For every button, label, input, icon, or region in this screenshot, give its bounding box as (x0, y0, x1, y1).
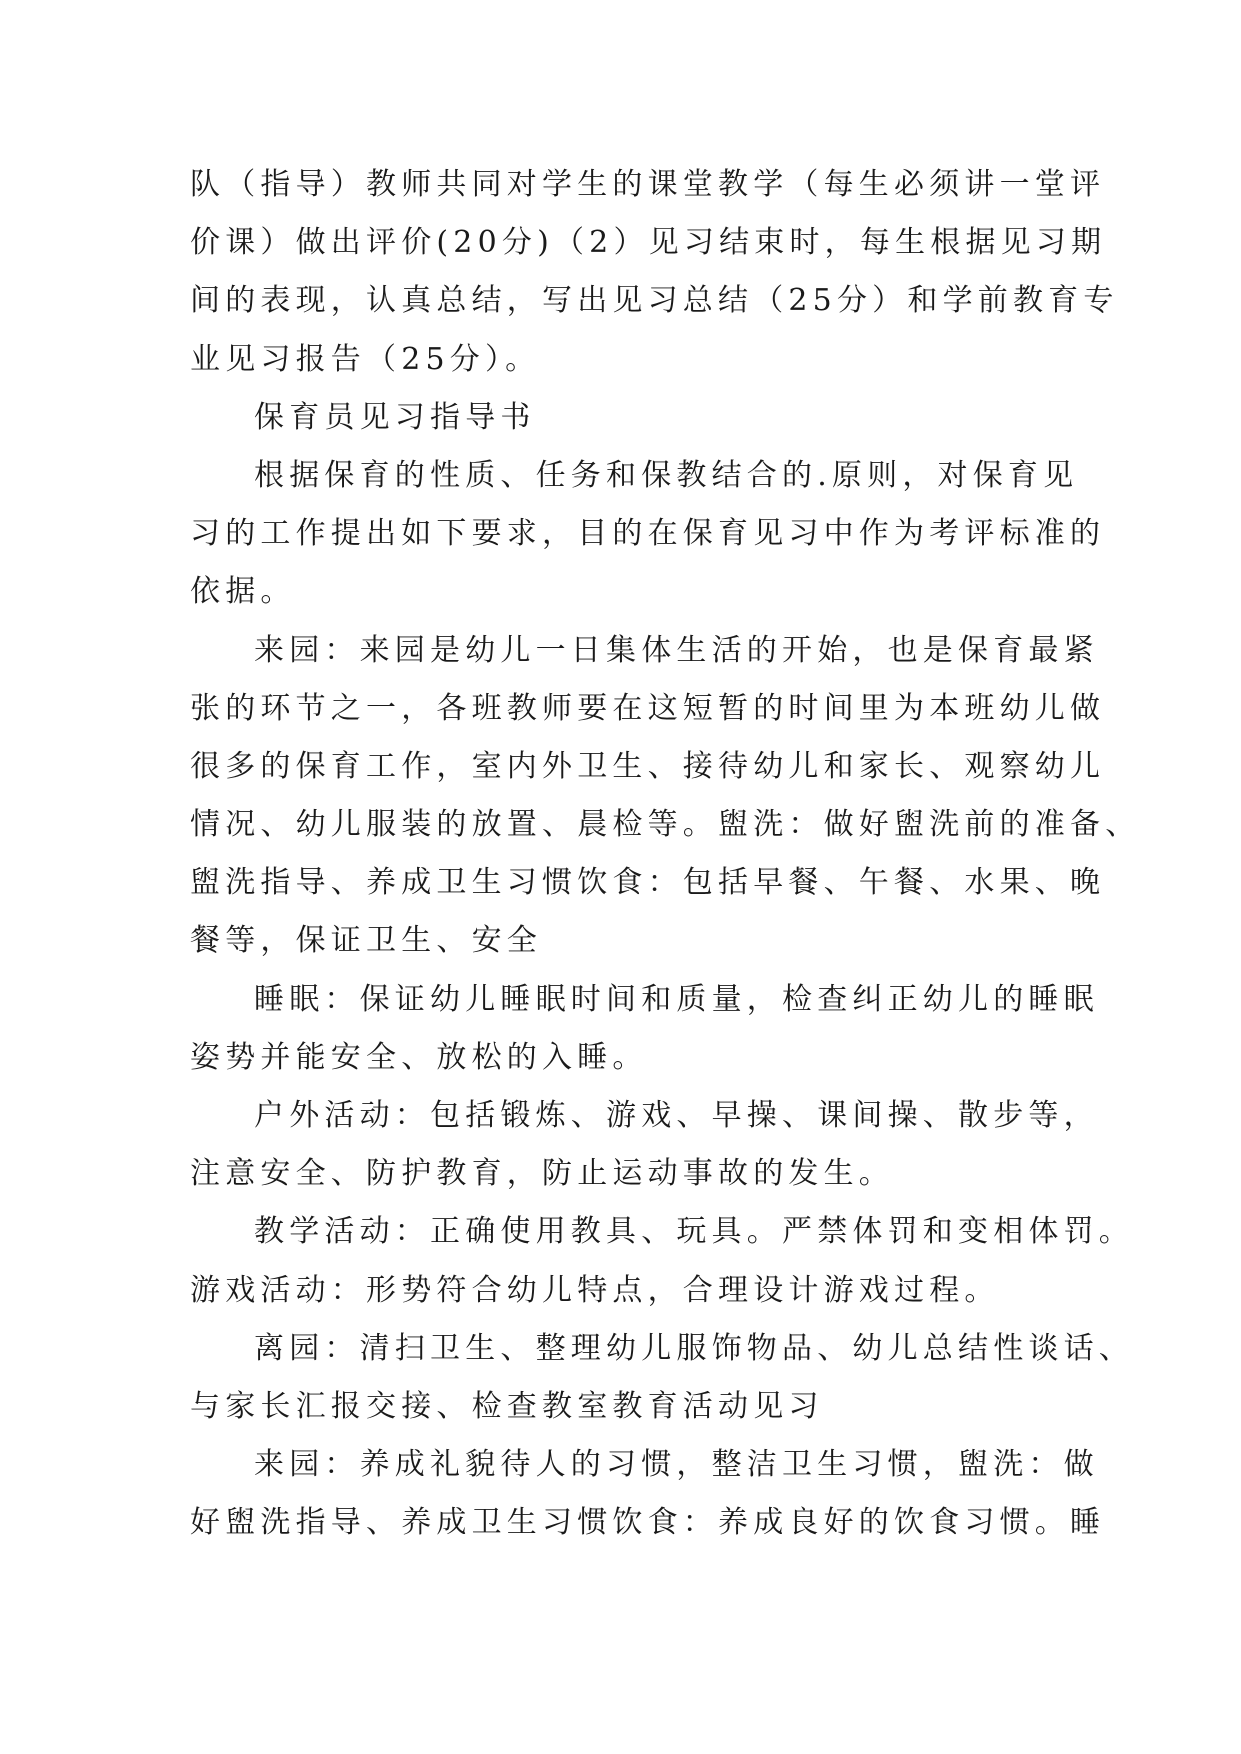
document-page (190, 156, 1141, 1553)
text-line-1: 队（指导）教师共同对学生的课堂教学（每生必须讲一堂评 (190, 167, 1106, 202)
text-line-24: 好盥洗指导、养成卫生习惯饮食：养成良好的饮食习惯。睡 (190, 1505, 1106, 1541)
text-line-19: 教学活动：正确使用教具、玩具。严禁体罚和变相体罚。 (254, 1214, 1134, 1250)
text-line-14: 餐等，保证卫生、安全 (190, 923, 542, 959)
text-line-13: 盥洗指导、养成卫生习惯饮食：包括早餐、午餐、水果、晚 (190, 865, 1106, 901)
text-line-3: 间的表现，认真总结，写出见习总结（25分）和学前教育专 (190, 283, 1119, 319)
text-line-2: 价课）做出评价(20分)（2）见习结束时，每生根据见习期 (190, 225, 1107, 261)
text-line-15: 睡眠：保证幼儿睡眠时间和质量，检查纠正幼儿的睡眠 (254, 981, 1099, 1017)
text-line-22: 与家长汇报交接、检查教室教育活动见习 (190, 1388, 824, 1424)
text-line-20: 游戏活动：形势符合幼儿特点，合理设计游戏过程。 (190, 1272, 1000, 1308)
text-line-4: 业见习报告（25分）。 (190, 341, 541, 377)
text-line-9: 来园：来园是幼儿一日集体生活的开始，也是保育最紧 (254, 632, 1099, 668)
text-line-12: 情况、幼儿服装的放置、晨检等。盥洗：做好盥洗前的准备、 (190, 807, 1141, 843)
text-line-10: 张的环节之一，各班教师要在这短暂的时间里为本班幼儿做 (190, 690, 1106, 726)
text-line-8: 依据。 (190, 574, 296, 610)
text-line-16: 姿势并能安全、放松的入睡。 (190, 1039, 648, 1075)
text-line-7: 习的工作提出如下要求，目的在保育见习中作为考评标准的 (190, 516, 1106, 552)
text-line-11: 很多的保育工作，室内外卫生、接待幼儿和家长、观察幼儿 (190, 748, 1106, 784)
text-line-21: 离园：清扫卫生、整理幼儿服饰物品、幼儿总结性谈话、 (254, 1330, 1134, 1366)
text-line-17: 户外活动：包括锻炼、游戏、早操、课间操、散步等， (254, 1098, 1099, 1133)
text-line-18: 注意安全、防护教育，防止运动事故的发生。 (190, 1156, 894, 1192)
text-line-23: 来园：养成礼貌待人的习惯，整洁卫生习惯，盥洗：做 (254, 1447, 1099, 1483)
text-line-6: 根据保育的性质、任务和保教结合的.原则，对保育见 (254, 457, 1079, 493)
section-heading: 保育员见习指导书 (254, 399, 536, 435)
